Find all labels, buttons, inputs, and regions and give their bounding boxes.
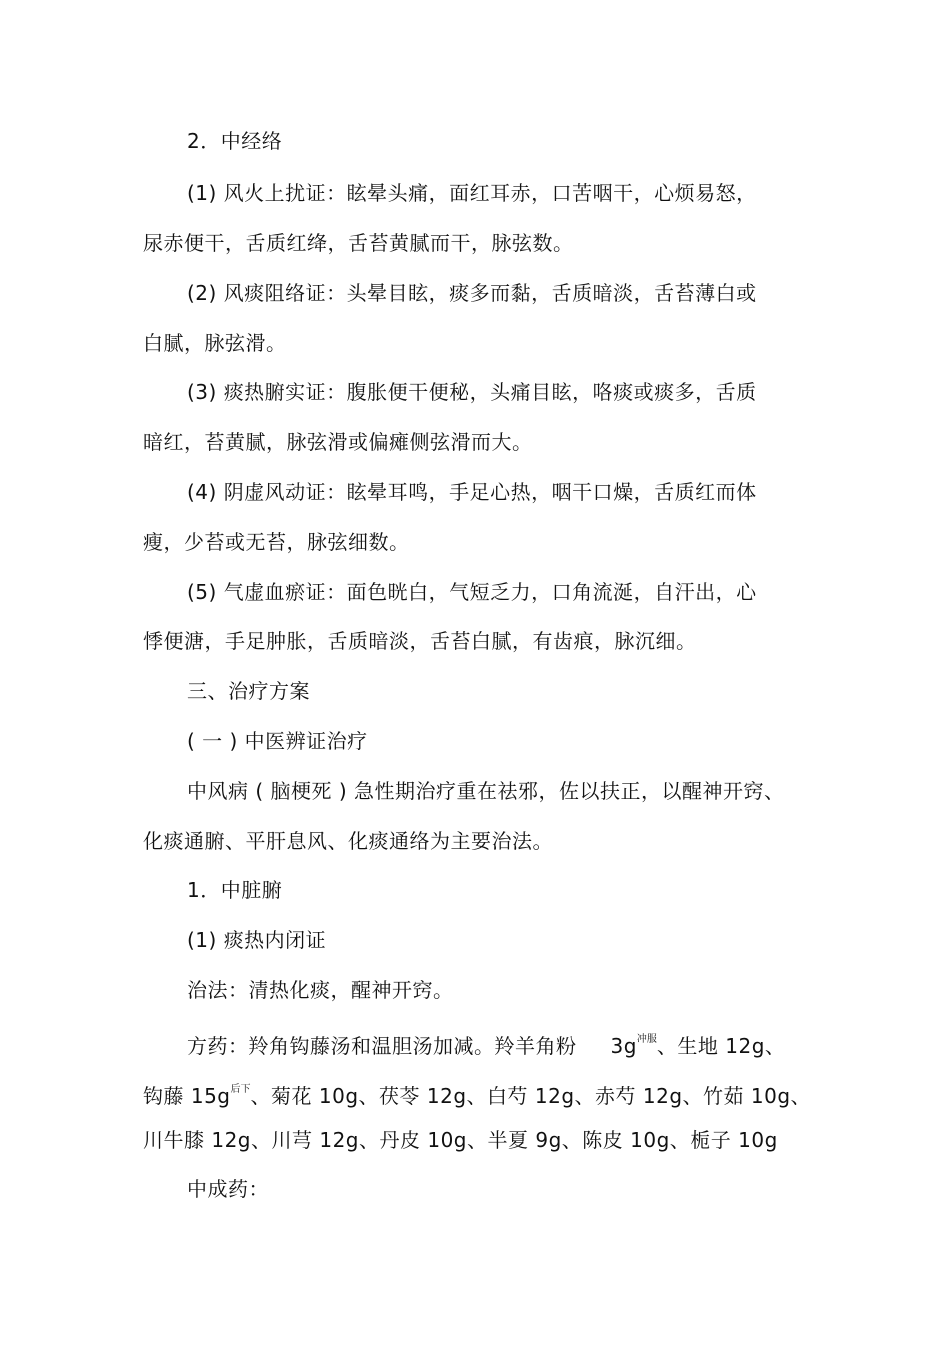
formula-line-1 (187, 1027, 785, 1059)
section-heading-meridian: 2．中经络 (187, 129, 283, 153)
formula-line-2-start: 钩藤 15g (143, 1084, 231, 1108)
formula-herb-note: 后下 (230, 1084, 251, 1095)
syndrome-3-line-1: (3) 痰热腑实证：腹胀便干便秘，头痛目眩，咯痰或痰多，舌质 (187, 380, 757, 404)
formula-line-1-text: 方药：羚角钩藤汤和温胆汤加减。羚羊角粉 (187, 1034, 577, 1058)
formula-line-3: 川牛膝 12g、川芎 12g、丹皮 10g、半夏 9g、陈皮 10g、栀子 10g (143, 1128, 778, 1152)
intro-line-1: 中风病 ( 脑梗死 ) 急性期治疗重在祛邪，佐以扶正，以醒神开窍、 (187, 779, 785, 803)
treatment-method: 治法：清热化痰，醒神开窍。 (187, 978, 454, 1002)
formula-dose-note: 冲服 (636, 1034, 657, 1045)
syndrome-4-line-2: 瘦，少苔或无苔，脉弦细数。 (143, 530, 410, 554)
formula-line-2 (143, 1077, 811, 1109)
syndrome-5-line-1: (5) 气虚血瘀证：面色晄白，气短乏力，口角流涎，自汗出，心 (187, 580, 757, 604)
syndrome-4-line-1: (4) 阴虚风动证：眩晕耳鸣，手足心热，咽干口燥，舌质红而体 (187, 480, 757, 504)
syndrome-2-line-1: (2) 风痰阻络证：头晕目眩，痰多而黏，舌质暗淡，舌苔薄白或 (187, 281, 757, 305)
formula-line-1-rest: 、生地 12g、 (656, 1034, 786, 1058)
formula-dose: 3g (610, 1034, 637, 1058)
syndrome-1-line-2: 尿赤便干，舌质红绛，舌苔黄腻而干，脉弦数。 (143, 231, 574, 255)
intro-line-2: 化痰通腑、平肝息风、化痰通络为主要治法。 (143, 829, 553, 853)
syndrome-2-line-2: 白腻，脉弦滑。 (143, 331, 287, 355)
patent-medicine-label: 中成药： (187, 1177, 269, 1201)
tcm-subheading: ( 一 ) 中医辨证治疗 (187, 729, 368, 753)
organ-heading: 1．中脏腑 (187, 878, 283, 902)
syndrome-3-line-2: 暗红，苔黄腻，脉弦滑或偏瘫侧弦滑而大。 (143, 430, 533, 454)
syndrome-1-line-1: (1) 风火上扰证：眩晕头痛，面红耳赤，口苦咽干，心烦易怒， (187, 181, 757, 205)
syndrome-5-line-2: 悸便溏，手足肿胀，舌质暗淡，舌苔白腻，有齿痕，脉沉细。 (143, 629, 697, 653)
syndrome-heading: (1) 痰热内闭证 (187, 928, 327, 952)
treatment-heading: 三、治疗方案 (187, 679, 310, 703)
formula-line-2-rest: 、菊花 10g、茯苓 12g、白芍 12g、赤芍 12g、竹茹 10g、 (250, 1084, 812, 1108)
